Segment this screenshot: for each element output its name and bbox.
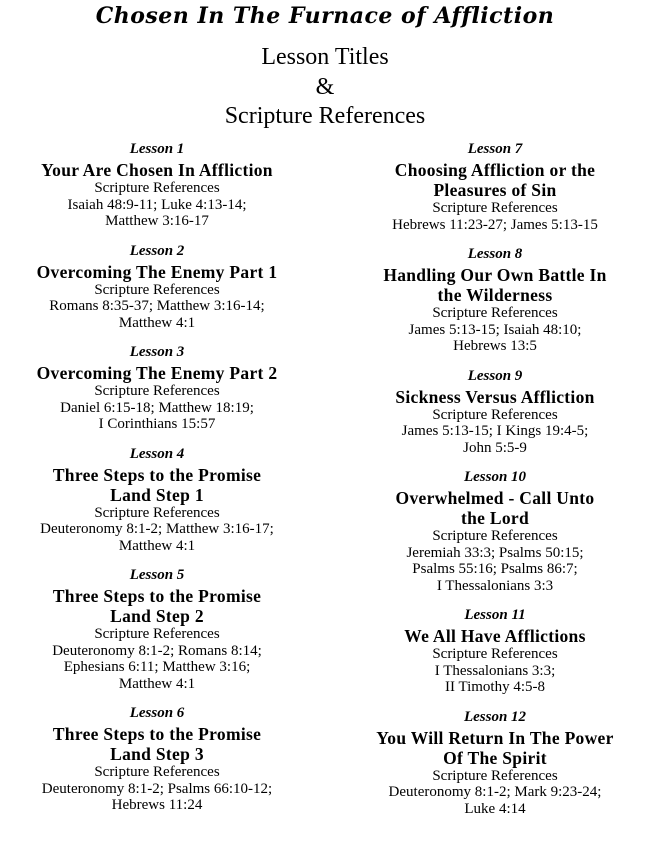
lesson-title-line: the Wilderness: [437, 285, 553, 305]
scripture-references-label: Scripture References: [432, 200, 558, 216]
scripture-reference-line: Deuteronomy 8:1-2; Romans 8:14;: [52, 642, 262, 659]
scripture-reference-line: Matthew 3:16-17: [105, 213, 209, 229]
scripture-reference-line: Matthew 4:1: [118, 537, 196, 554]
scripture-reference-line: James 5:13-15; Isaiah 48:10;: [408, 321, 582, 338]
lesson-title-line: Pleasures of Sin: [433, 180, 557, 200]
scripture-reference-line: II Timothy 4:5-8: [444, 679, 546, 695]
lesson-title-line: Overcoming The Enemy Part 1: [36, 261, 278, 282]
scripture-references-label: Scripture References: [94, 383, 220, 399]
scripture-reference-line: Matthew 4:1: [118, 314, 196, 331]
scripture-reference-line: John 5:5-9: [463, 439, 527, 456]
heading-lesson-titles: Lesson Titles: [261, 44, 389, 70]
scripture-reference-line: Ephesians 6:11; Matthew 3:16;: [63, 659, 251, 675]
lesson-block: [342, 709, 648, 818]
lesson-title-line: Three Steps to the Promise: [52, 724, 262, 744]
scripture-reference-line: Luke 4:14: [464, 800, 526, 817]
lesson-spacer: [342, 233, 648, 246]
scripture-reference-line: Deuteronomy 8:1-2; Matthew 3:16-17;: [40, 521, 274, 537]
lesson-number: Lesson 7: [467, 141, 523, 157]
lesson-block: [342, 246, 648, 355]
lesson-number: Lesson 12: [463, 708, 527, 725]
lesson-number: Lesson 9: [467, 367, 523, 384]
lesson-title-line: Of The Spirit: [443, 747, 547, 768]
scripture-references-label: Scripture References: [432, 406, 558, 423]
lesson-title-line: Land Step 3: [110, 744, 204, 764]
lesson-title-line: Three Steps to the Promise: [52, 464, 262, 485]
lesson-title-line: Handling Our Own Battle In: [383, 265, 607, 285]
left-lesson-column: [2, 141, 312, 814]
lesson-block: [342, 368, 648, 457]
lesson-number: Lesson 5: [129, 567, 185, 583]
lesson-spacer: [2, 331, 312, 344]
scripture-reference-line: Psalms 55:16; Psalms 86:7;: [412, 561, 578, 577]
lesson-number: Lesson 8: [467, 246, 523, 262]
scripture-references-label: Scripture References: [432, 528, 558, 544]
lesson-block: [342, 141, 648, 233]
heading-ampersand: &: [315, 74, 335, 100]
scripture-references-label: Scripture References: [94, 504, 220, 521]
scripture-reference-line: Isaiah 48:9-11; Luke 4:13-14;: [67, 196, 247, 213]
lesson-title-line: Land Step 2: [110, 606, 204, 626]
lesson-title-line: Choosing Affliction or the: [394, 160, 596, 180]
lesson-spacer: [342, 696, 648, 709]
scripture-references-label: Scripture References: [94, 281, 220, 298]
lesson-block: [342, 469, 648, 594]
lesson-title-line: We All Have Afflictions: [404, 626, 586, 646]
scripture-reference-line: Hebrews 13:5: [453, 338, 537, 354]
lesson-title-line: Overcoming The Enemy Part 2: [36, 363, 278, 383]
lesson-number: Lesson 1: [129, 141, 185, 157]
lesson-title-line: Three Steps to the Promise: [52, 586, 262, 606]
scripture-references-label: Scripture References: [94, 626, 220, 642]
lesson-spacer: [342, 355, 648, 368]
scripture-references-label: Scripture References: [432, 646, 558, 662]
lesson-number: Lesson 11: [464, 607, 526, 623]
lesson-spacer: [2, 230, 312, 243]
scripture-references-label: Scripture References: [432, 767, 558, 784]
lesson-block: [2, 567, 312, 692]
lesson-spacer: [2, 692, 312, 705]
lesson-block: [2, 243, 312, 332]
lesson-spacer: [342, 594, 648, 607]
scripture-reference-line: Deuteronomy 8:1-2; Mark 9:23-24;: [388, 784, 602, 800]
heading-scripture-references: Scripture References: [224, 103, 426, 129]
lesson-block: [2, 141, 312, 230]
scripture-reference-line: Daniel 6:15-18; Matthew 18:19;: [60, 399, 254, 416]
lesson-title-line: Your Are Chosen In Affliction: [41, 160, 273, 180]
lesson-number: Lesson 6: [129, 705, 185, 721]
scripture-reference-line: Hebrews 11:24: [111, 797, 203, 813]
lesson-number: Lesson 2: [129, 242, 185, 259]
scripture-reference-line: Romans 8:35-37; Matthew 3:16-14;: [49, 298, 265, 314]
lesson-title-line: Overwhelmed - Call Unto: [395, 488, 595, 508]
scripture-references-label: Scripture References: [94, 764, 220, 780]
scripture-reference-line: Matthew 4:1: [118, 675, 196, 692]
scripture-reference-line: I Corinthians 15:57: [98, 416, 216, 432]
scripture-reference-line: Deuteronomy 8:1-2; Psalms 66:10-12;: [41, 780, 273, 797]
document-script-title: Chosen In The Furnace of Affliction: [95, 3, 555, 29]
scripture-reference-line: James 5:13-15; I Kings 19:4-5;: [401, 423, 589, 439]
lesson-number: Lesson 4: [129, 445, 185, 462]
lesson-block: [2, 705, 312, 814]
lesson-title-line: Sickness Versus Affliction: [395, 386, 595, 407]
lesson-block: [2, 344, 312, 433]
scripture-reference-line: Jeremiah 33:3; Psalms 50:15;: [406, 544, 584, 561]
lesson-spacer: [2, 433, 312, 446]
lesson-title-line: Land Step 1: [110, 484, 204, 505]
lesson-title-line: the Lord: [460, 508, 530, 528]
scripture-reference-line: I Thessalonians 3:3;: [434, 662, 556, 679]
scripture-references-label: Scripture References: [94, 180, 220, 196]
lesson-spacer: [2, 554, 312, 567]
scripture-reference-line: Hebrews 11:23-27; James 5:13-15: [392, 216, 598, 233]
lesson-block: [2, 446, 312, 555]
lesson-spacer: [342, 456, 648, 469]
lesson-number: Lesson 3: [129, 344, 185, 360]
scripture-reference-line: I Thessalonians 3:3: [436, 577, 554, 594]
right-lesson-column: [342, 141, 648, 817]
lesson-title-line: You Will Return In The Power: [376, 727, 614, 748]
scripture-references-label: Scripture References: [432, 305, 558, 321]
lesson-block: [342, 607, 648, 696]
lesson-number: Lesson 10: [463, 469, 527, 485]
